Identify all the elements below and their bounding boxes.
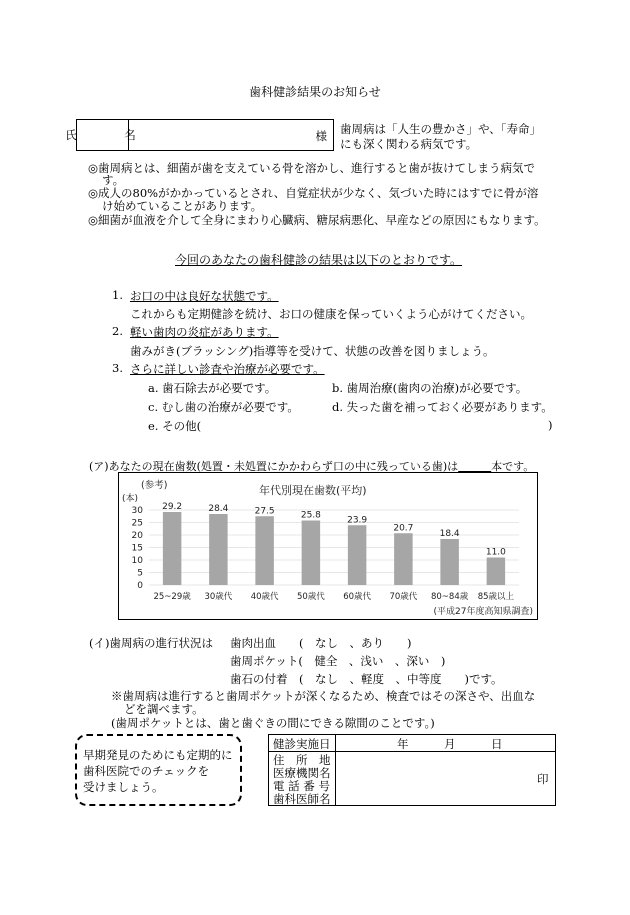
phone-label: 電 話 番 号 [273,779,330,793]
chart-bar [255,516,274,585]
name-suffix: 様 [315,129,327,143]
chart-ytick-label: 15 [131,543,143,554]
chart-category-label: 60歳代 [343,592,372,602]
exam-month-label: 月 [444,737,456,751]
reminder-line: 歯科医院でのチェックを [83,764,210,778]
reminder-line: 受けましょう。 [83,780,164,794]
checkup-reminder-box [75,734,242,806]
exam-info-table [268,734,556,806]
result-2-number: 2. [112,324,123,338]
perio-prefix: (イ)歯周病の進行状況は [89,636,213,650]
exam-year-label: 年 [397,737,409,751]
result-1-description: これからも定期健診を続け、お口の健康を保っていくよう心がけてください。 [130,307,533,321]
option-d: d. 失った歯を補っておく必要があります。 [332,400,553,414]
chart-bar [302,521,321,586]
bullet-line: ◎細菌が血液を介して全身にまわり心臓病、糖尿病悪化、早産などの原因にもなります。 [88,213,546,227]
option-b: b. 歯周治療(歯肉の治療)が必要です。 [332,381,528,395]
bullet-line: ◎歯周病とは、細菌が歯を支えている骨を溶かし、進行すると歯が抜けてしまう病気で [88,161,536,175]
exam-table-divider [335,735,336,805]
chart-bar [348,525,367,585]
institution-label: 医療機関名 [273,766,331,780]
perio-row-pocket: 歯周ポケット( 健全 、浅い 、深い ) [230,654,446,668]
chart-bar [440,539,459,585]
perio-row-calculus: 歯石の付着 ( なし 、軽度 、中等度 )です。 [230,672,503,686]
seal-mark: 印 [537,772,549,786]
chart-bar [163,512,182,585]
result-3-title: さらに詳しい診査や治療が必要です。 [130,362,325,376]
chart-source: (平成27年度高知県調査) [433,607,533,617]
bullet-line: ◎成人の80%がかかっているとされ、自覚症状が少なく、気づいた時にはすでに骨が溶 [88,186,539,200]
chart-ytick-label: 30 [131,506,143,516]
name-table [65,119,334,151]
perio-note: (歯周ポケットとは、歯と歯ぐきの間にできる隙間のことです。) [111,716,435,730]
dentist-label: 歯科医師名 [273,792,331,806]
result-1-number: 1. [112,288,123,302]
chart-value-label: 27.5 [254,506,275,517]
chart-ylabel: (本) [122,494,139,504]
result-2-description: 歯みがき(ブラッシング)指導等を受けて、状態の改善を図りましょう。 [130,344,495,358]
perio-note: どを調べます。 [124,702,204,716]
chart-value-label: 29.2 [162,502,183,512]
chart-title: 年代別現在歯数(平均) [259,484,367,497]
chart-ytick-label: 20 [131,531,143,541]
intro-right-line-1: 歯周病は「人生の豊かさ」や、「寿命」 [340,122,542,136]
chart-annotation: (参考) [141,480,168,491]
chart-category-label: 40歳代 [250,592,279,602]
option-e: e. その他( [148,419,202,433]
perio-row-bleeding: 歯肉出血 ( なし 、あり ) [230,636,412,650]
intro-right-line-2: にも深く関わる病気です。 [340,137,478,151]
result-2-title: 軽い歯肉の炎症があります。 [130,325,279,339]
chart-value-label: 20.7 [393,523,414,534]
exam-day-label: 日 [491,737,503,751]
chart-ytick-label: 5 [137,568,143,579]
chart-category-label: 25~29歳 [153,592,191,602]
chart-value-label: 23.9 [347,515,368,526]
teeth-chart [118,472,538,620]
chart-category-label: 85歳以上 [477,592,515,602]
teeth-count-prefix: (ア)あなたの現在歯数(処置・未処置にかかわらず口の中に残っている歯)は [89,460,459,473]
chart-value-label: 11.0 [485,547,506,558]
chart-bar [487,558,506,586]
chart-bar [394,533,413,585]
chart-ytick-label: 25 [131,518,143,529]
chart-ytick-label: 0 [137,581,143,591]
option-a: a. 歯石除去が必要です。 [148,381,277,395]
name-label: 氏 名 [77,120,129,150]
teeth-count-suffix: 本です。 [491,460,535,473]
chart-category-label: 80~84歳 [430,592,469,602]
result-3-number: 3. [112,361,123,375]
option-e-close: ) [548,418,553,432]
page-title: 歯科健診結果のお知らせ [249,85,381,99]
chart-value-label: 25.8 [300,510,321,521]
chart-category-label: 70歳代 [389,592,418,602]
result-1-title: お口の中は良好な状態です。 [130,289,279,303]
perio-note: ※歯周病は進行すると歯周ポケットが深くなるため、検査ではその深さや、出血な [111,689,536,703]
chart-category-label: 50歳代 [296,592,325,602]
chart-value-label: 18.4 [439,529,460,539]
address-label: 住 所 地 [273,753,331,767]
reminder-line: 早期発見のためにも定期的に [83,748,233,762]
exam-date-label: 健診実施日 [273,737,331,751]
chart-category-label: 30歳代 [204,592,233,602]
option-c: c. むし歯の治療が必要です。 [148,400,299,414]
chart-value-label: 28.4 [208,504,229,514]
teeth-chart-svg [119,473,537,619]
bullet-line: す。 [102,173,125,187]
results-heading: 今回のあなたの歯科健診の結果は以下のとおりです。 [175,253,463,267]
bullet-line: け始めていることがあります。 [102,199,263,213]
chart-bar [209,514,228,585]
chart-ytick-label: 10 [131,556,143,566]
